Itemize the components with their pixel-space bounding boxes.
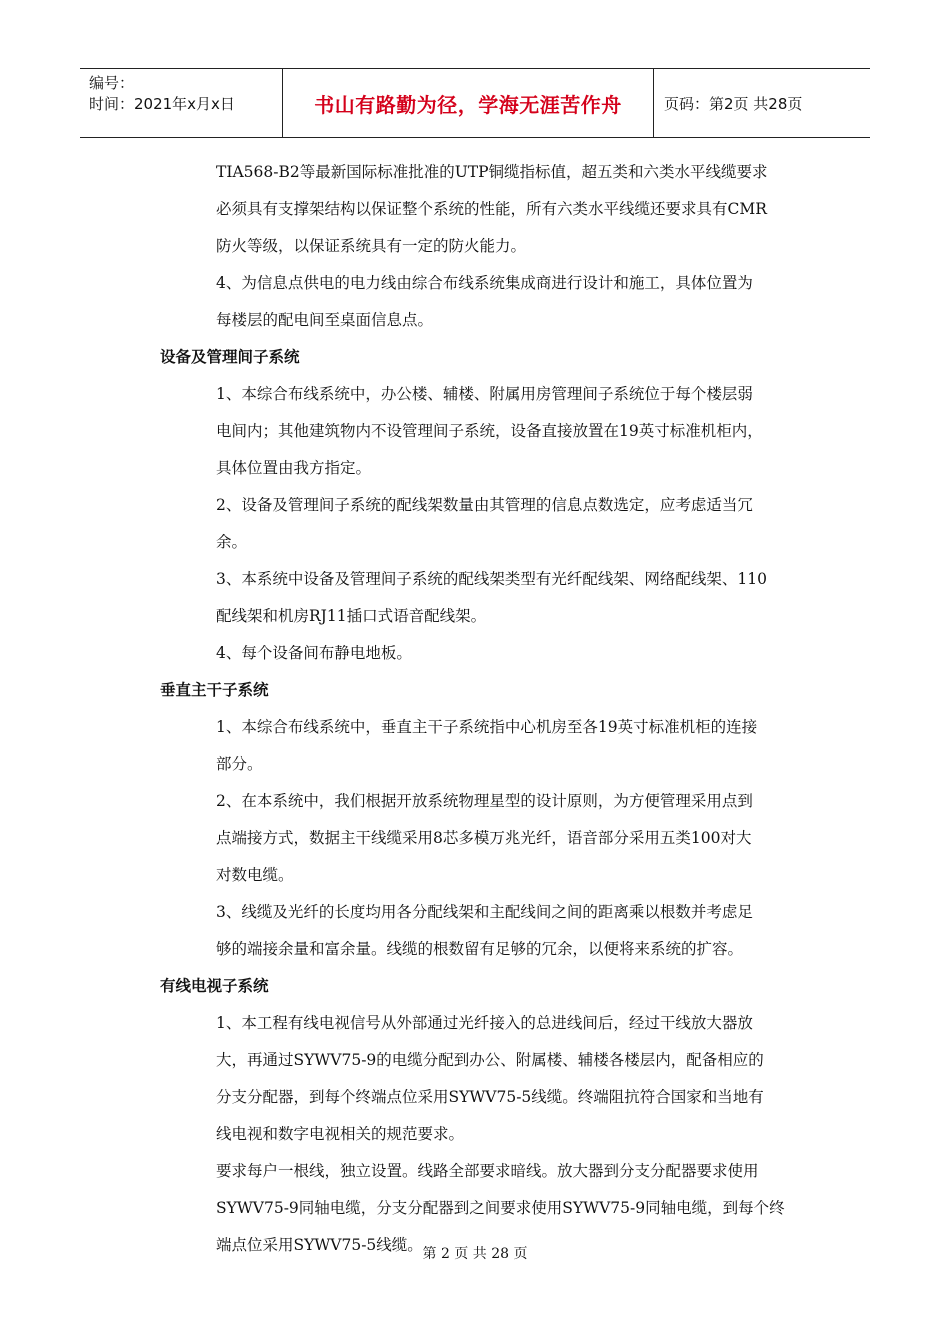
paragraph-power-line (160, 265, 810, 339)
text-line: 部分。 (216, 755, 263, 773)
page-footer: 第 2 页 共 28 页 (422, 1246, 528, 1262)
section-heading-vertical-backbone: 垂直主干子系统 (160, 681, 269, 699)
text-line: 1、本工程有线电视信号从外部通过光纤接入的总进线间后，经过干线放大器放 (216, 1014, 753, 1032)
page-header (80, 68, 870, 138)
paragraph-equipment-4 (160, 635, 810, 672)
text-line: 4、为信息点供电的电力线由综合布线系统集成商进行设计和施工，具体位置为 (216, 274, 753, 292)
text-line: 要求每户一根线，独立设置。线路全部要求暗线。放大器到分支分配器要求使用 (216, 1162, 759, 1180)
text-line: 余。 (216, 533, 248, 551)
paragraph-backbone-1 (160, 709, 810, 783)
text-line: 2、在本系统中，我们根据开放系统物理星型的设计原则，为方便管理采用点到 (216, 792, 753, 810)
text-line: 必须具有支撑架结构以保证整个系统的性能，所有六类水平线缆还要求具有CMR (216, 200, 767, 218)
document-time-label: 时间：2021年x月x日 (89, 95, 235, 113)
paragraph-backbone-2 (160, 783, 810, 894)
text-line: 端点位采用SYWV75-5线缆。 (216, 1236, 423, 1254)
text-line: 4、每个设备间布静电地板。 (216, 644, 412, 662)
header-motto-cell (282, 69, 654, 137)
text-line: TIA568-B2等最新国际标准批准的UTP铜缆指标值，超五类和六类水平线缆要求 (216, 163, 768, 181)
paragraph-equipment-1 (160, 376, 810, 487)
text-line: 1、本综合布线系统中，办公楼、辅楼、附属用房管理间子系统位于每个楼层弱 (216, 385, 753, 403)
section-heading-cable-tv: 有线电视子系统 (160, 977, 269, 995)
text-line: 具体位置由我方指定。 (216, 459, 372, 477)
header-meta (80, 69, 282, 137)
text-line: 电间内；其他建筑物内不设管理间子系统，设备直接放置在19英寸标准机柜内， (216, 422, 763, 440)
text-line: 3、线缆及光纤的长度均用各分配线架和主配线间之间的距离乘以根数并考虑足 (216, 903, 753, 921)
header-motto: 书山有路勤为径，学海无涯苦作舟 (314, 92, 622, 117)
text-line: 3、本系统中设备及管理间子系统的配线架类型有光纤配线架、网络配线架、110 (216, 570, 767, 588)
text-line: 大，再通过SYWV75-9的电缆分配到办公、附属楼、辅楼各楼层内，配备相应的 (216, 1051, 764, 1069)
text-line: 够的端接余量和富余量。线缆的根数留有足够的冗余，以便将来系统的扩容。 (216, 940, 744, 958)
paragraph-cable-tv-1 (160, 1005, 810, 1153)
text-line: 防火等级，以保证系统具有一定的防火能力。 (216, 237, 527, 255)
text-line: 点端接方式，数据主干线缆采用8芯多模万兆光纤，语音部分采用五类100对大 (216, 829, 752, 847)
paragraph-cabling-standard (160, 154, 810, 265)
header-page-info: 页码：第2页 共28页 (664, 94, 803, 113)
paragraph-backbone-3 (160, 894, 810, 968)
text-line: 分支分配器，到每个终端点位采用SYWV75-5线缆。终端阻抗符合国家和当地有 (216, 1088, 764, 1106)
document-number-label: 编号： (89, 74, 135, 92)
text-line: 配线架和机房RJ11插口式语音配线架。 (216, 607, 487, 625)
text-line: 线电视和数字电视相关的规范要求。 (216, 1125, 465, 1143)
text-line: 1、本综合布线系统中，垂直主干子系统指中心机房至各19英寸标准机柜的连接 (216, 718, 758, 736)
text-line: SYWV75-9同轴电缆，分支分配器到之间要求使用SYWV75-9同轴电缆，到每个终 (216, 1199, 785, 1217)
paragraph-equipment-3 (160, 561, 810, 635)
text-line: 每楼层的配电间至桌面信息点。 (216, 311, 434, 329)
text-line: 对数电缆。 (216, 866, 294, 884)
section-heading-equipment-room: 设备及管理间子系统 (160, 348, 300, 366)
paragraph-equipment-2 (160, 487, 810, 561)
document-body (160, 154, 810, 1264)
text-line: 2、设备及管理间子系统的配线架数量由其管理的信息点数选定，应考虑适当冗 (216, 496, 753, 514)
